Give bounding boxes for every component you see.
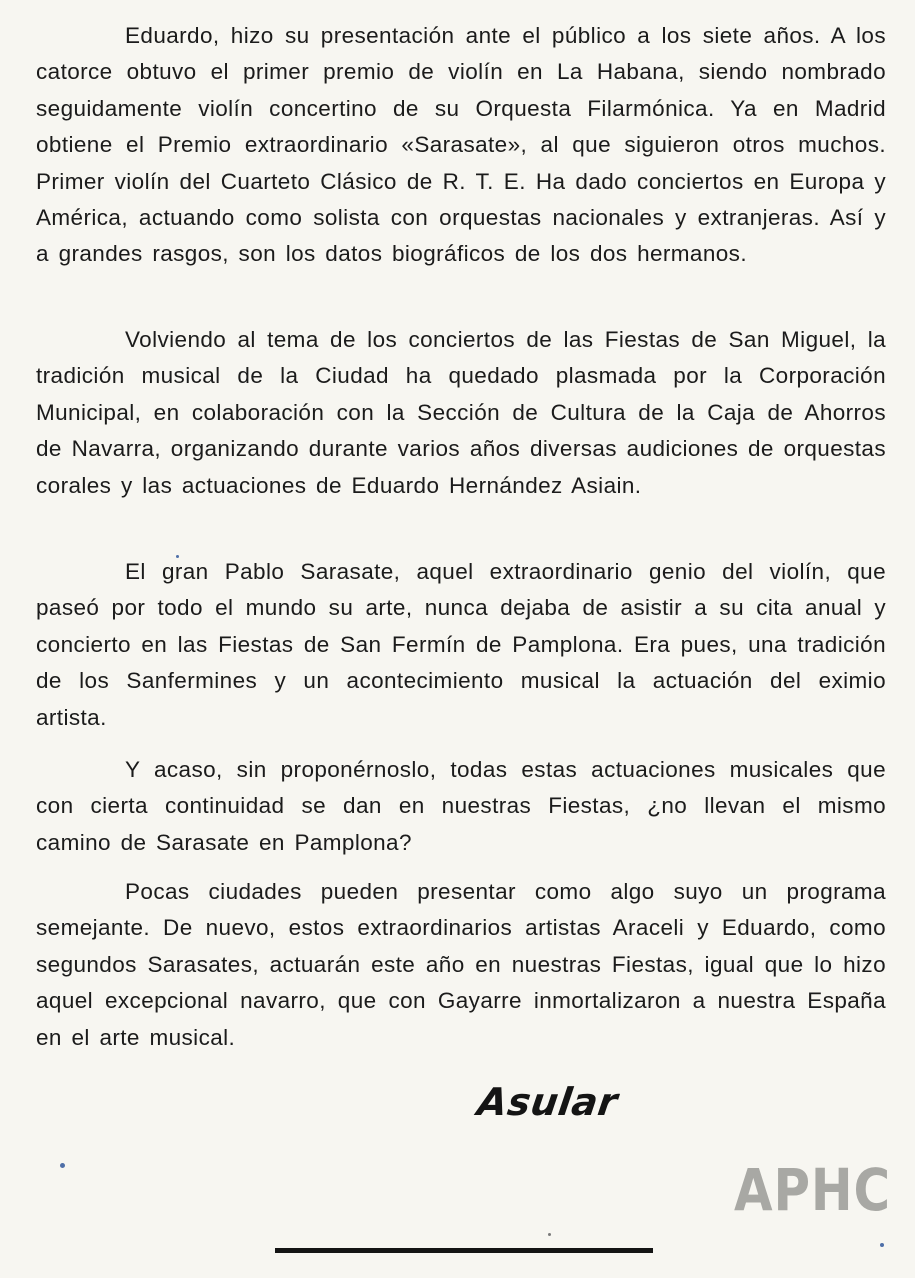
paragraph-san-miguel-concerts: Volviendo al tema de los conciertos de las Fiestas de San Miguel, la tradición musical de la Ciudad ha quedado plasmada por la Corporación Municipal, en colaboración con la Sección de Cultura de la Caja de Ahorros de Navarra, organizando durante varios años diversas audiciones de orquestas corales y las actuaciones de Eduardo Hernández Asiain. bbox=[36, 327, 886, 498]
print-speck bbox=[176, 555, 179, 558]
paragraph-biography: Eduardo, hizo su presentación ante el público a los siete años. A los catorce obtuvo el primer premio de violín en La Habana, siendo nombrado seguidamente violín concertino de su Orquesta Filarmónica. Ya en Madrid obtiene el Premio extraordinario «Sarasate», al que siguieron otros muchos. Primer violín del Cuarteto Clásico de R. T. E. Ha dado conciertos en Europa y América, actuando como solista con orquestas nacionales y extranjeras. Así y a grandes rasgos, son los datos biográficos de los dos hermanos. bbox=[36, 23, 886, 267]
bottom-divider bbox=[275, 1248, 653, 1253]
archive-watermark: APHC bbox=[734, 1156, 891, 1224]
print-speck bbox=[548, 1233, 551, 1236]
print-speck bbox=[60, 1163, 65, 1168]
paragraph-musical-tradition-question: Y acaso, sin proponérnoslo, todas estas actuaciones musicales que con cierta continuidad se dan en nuestras Fiestas, ¿no llevan el mismo camino de Sarasate en Pamplona? bbox=[36, 757, 886, 855]
paragraph-pablo-sarasate: El gran Pablo Sarasate, aquel extraordinario genio del violín, que paseó por todo el mundo su arte, nunca dejaba de asistir a su cita anual y concierto en las Fiestas de San Fermín de Pamplona. Era pues, una tradición de los Sanfermines y un acontecimiento musical la actuación del eximio artista. bbox=[36, 559, 886, 730]
author-signature: Asular bbox=[474, 1080, 621, 1124]
paragraph-closing: Pocas ciudades pueden presentar como algo suyo un programa semejante. De nuevo, estos extraordinarios artistas Araceli y Eduardo, como segundos Sarasates, actuarán este año en nuestras Fiestas, igual que lo hizo aquel excepcional navarro, que con Gayarre inmortalizaron a nuestra España en el arte musical. bbox=[36, 879, 886, 1050]
print-speck bbox=[880, 1243, 884, 1247]
